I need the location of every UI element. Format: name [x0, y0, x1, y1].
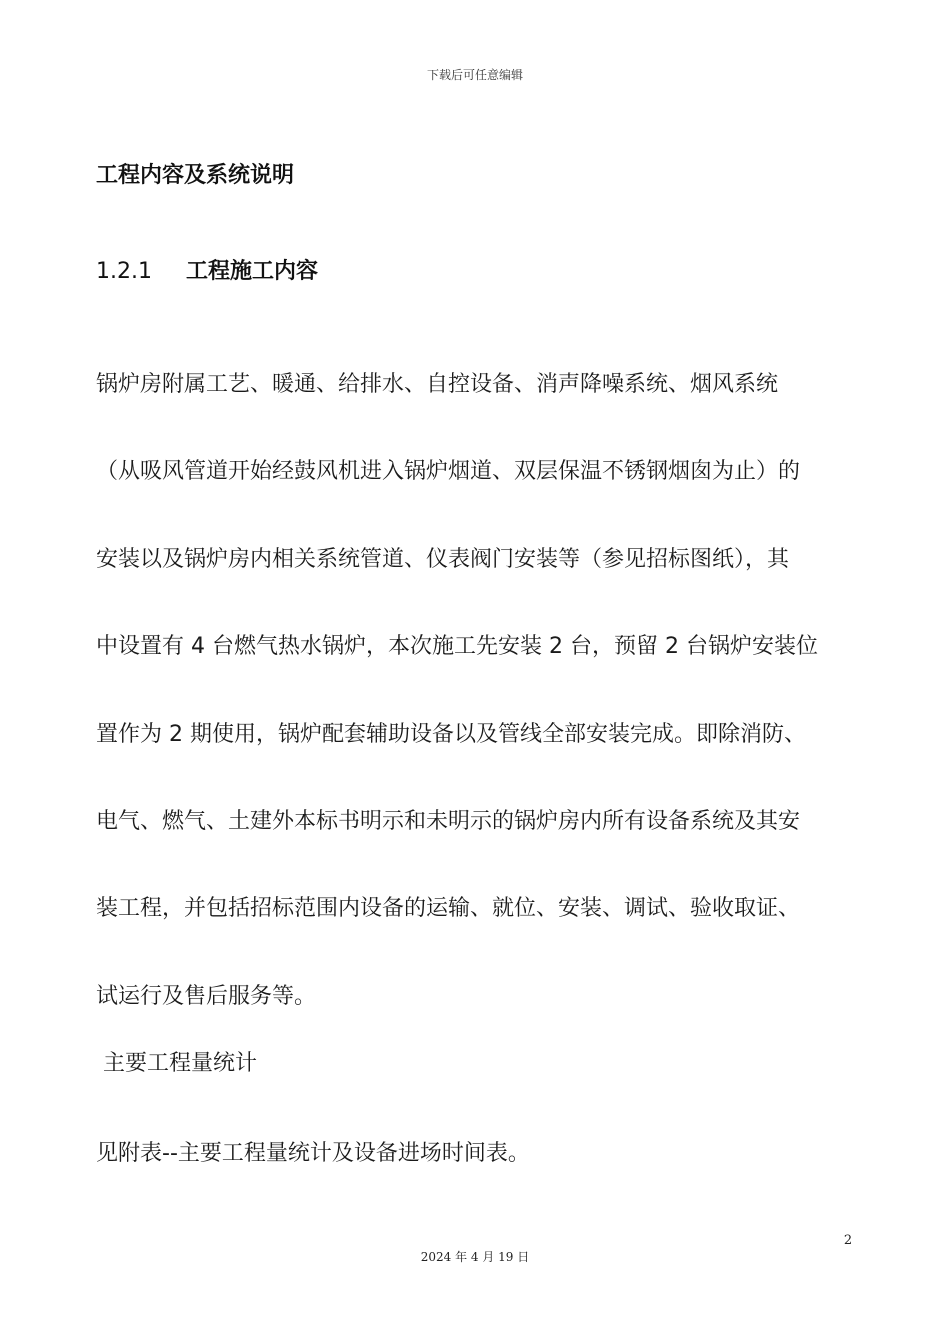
paragraph-line: 装工程，并包括招标范围内设备的运输、就位、安装、调试、验收取证、 — [96, 896, 801, 922]
section-title: 工程施工内容 — [186, 259, 319, 284]
page-number: 2 — [843, 1233, 853, 1248]
paragraph-line: 试运行及售后服务等。 — [96, 983, 317, 1009]
header-note: 下载后可任意编辑 — [426, 68, 523, 82]
paragraph-line: （从吸风管道开始经鼓风机进入锅炉烟道、双层保温不锈钢烟囱为止）的 — [96, 459, 801, 485]
paragraph-line: 电气、燃气、土建外本标书明示和未明示的锅炉房内所有设备系统及其安 — [96, 808, 801, 834]
subheading: 主要工程量统计 — [96, 1051, 257, 1076]
paragraph-line: 中设置有 4 台燃气热水锅炉，本次施工先安装 2 台，预留 2 台锅炉安装位 — [96, 634, 818, 660]
reference-text: 见附表--主要工程量统计及设备进场时间表。 — [96, 1141, 530, 1166]
body-paragraph — [96, 341, 838, 1040]
document-title: 工程内容及系统说明 — [96, 163, 295, 188]
paragraph-line: 置作为 2 期使用，锅炉配套辅助设备以及管线全部安装完成。即除消防、 — [96, 721, 806, 747]
section-heading — [96, 254, 318, 285]
footer-date: 2024 年 4 月 19 日 — [420, 1250, 530, 1264]
section-number: 1.2.1 — [96, 259, 152, 284]
paragraph-line: 锅炉房附属工艺、暖通、给排水、自控设备、消声降噪系统、烟风系统 — [96, 372, 779, 397]
paragraph-line: 安装以及锅炉房内相关系统管道、仪表阀门安装等（参见招标图纸），其 — [96, 546, 790, 572]
